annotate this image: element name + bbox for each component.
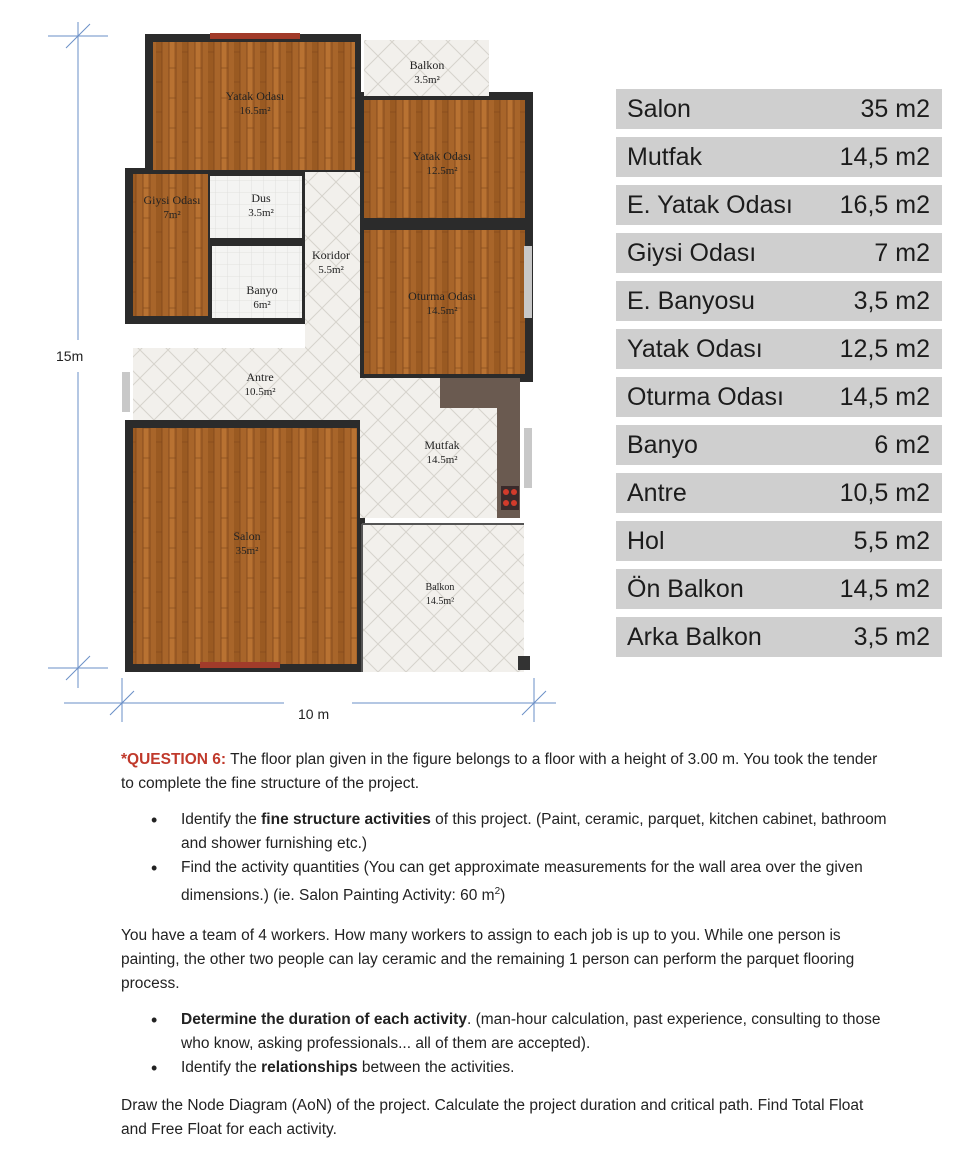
column-icon — [518, 656, 530, 670]
label-balkon-top: Balkon — [409, 58, 445, 72]
label-antre: Antre — [246, 370, 274, 384]
question-text — [121, 748, 891, 1142]
area-row-value: 5,5 m2 — [853, 526, 930, 555]
area-row-value: 7 m2 — [874, 238, 930, 267]
height-dimension-label: 15m — [56, 348, 84, 364]
label-dus: Dus — [251, 191, 271, 205]
area-balkon-top: 3.5m² — [414, 74, 440, 86]
area-row-value: 6 m2 — [874, 430, 930, 459]
bullet-list-2 — [121, 1008, 891, 1080]
bullet-quantities: • Find the activity quantities (You can get approximate measurements for the wall area over the given dimensions.) (ie. Salon Painting Activity: 60 $m^2$) — [181, 856, 891, 908]
label-giysi-odasi: Giysi Odası — [143, 193, 201, 207]
area-balkon-bottom: 14.5m² — [425, 596, 455, 607]
area-banyo: 6m² — [253, 299, 271, 311]
area-row-value: 14,5 m2 — [839, 382, 930, 411]
area-row — [616, 329, 942, 369]
window-icon — [122, 372, 130, 412]
area-row — [616, 473, 942, 513]
width-dimension-label: 10 m — [298, 706, 330, 722]
area-row-name: Giysi Odası — [627, 238, 757, 267]
area-row-name: Salon — [627, 94, 691, 123]
area-row-name: E. Yatak Odası — [627, 190, 793, 219]
window-icon — [524, 246, 532, 318]
bullet-relationships: • Identify the relationships between the activities. — [181, 1056, 891, 1080]
stove-icon — [501, 486, 519, 510]
kitchen-counter — [440, 378, 520, 408]
area-row-name: Mutfak — [627, 142, 703, 171]
area-row-value: 35 m2 — [860, 94, 930, 123]
area-row-name: Antre — [627, 478, 687, 507]
area-antre: 10.5m² — [244, 386, 276, 398]
area-row-value: 14,5 m2 — [839, 142, 930, 171]
label-banyo: Banyo — [246, 283, 278, 297]
window-icon — [200, 662, 280, 668]
bullet-fine-structure: • Identify the fine structure activities of this project. (Paint, ceramic, parquet, kitchen cabinet, bathroom and shower furnishing etc.) — [181, 808, 891, 856]
area-row — [616, 569, 942, 609]
area-table — [616, 89, 942, 665]
area-salon: 35m² — [235, 545, 259, 557]
area-row — [616, 185, 942, 225]
area-row-value: 14,5 m2 — [839, 574, 930, 603]
label-balkon-bottom: Balkon — [425, 582, 455, 593]
area-row — [616, 377, 942, 417]
area-row — [616, 281, 942, 321]
area-yatak-odasi-2: 12.5m² — [426, 165, 458, 177]
label-koridor: Koridor — [312, 248, 350, 262]
area-row-name: Hol — [627, 526, 665, 555]
area-row-name: E. Banyosu — [627, 286, 755, 315]
area-row-name: Banyo — [627, 430, 698, 459]
window-icon — [524, 428, 532, 488]
label-yatak-odasi-1: Yatak Odası — [225, 89, 285, 103]
area-row-value: 3,5 m2 — [853, 622, 930, 651]
question-heading: *QUESTION 6: — [121, 751, 227, 768]
area-row-value: 16,5 m2 — [839, 190, 930, 219]
question-intro: *QUESTION 6: The floor plan given in the figure belongs to a floor with a height of 3.00 m. You took the tender to complete the fine structure of the project. — [121, 751, 878, 792]
area-row-name: Arka Balkon — [627, 622, 762, 651]
area-mutfak: 14.5m² — [426, 454, 458, 466]
area-oturma-odasi: 14.5m² — [426, 305, 458, 317]
area-row-value: 10,5 m2 — [839, 478, 930, 507]
bullet-duration: • Determine the duration of each activity. (man-hour calculation, past experience, consulting to those who know, asking professionals... all of them are accepted). — [181, 1008, 891, 1056]
paragraph-node-diagram: Draw the Node Diagram (AoN) of the project. Calculate the project duration and critical path. Find Total Float and Free Float for each activity. — [121, 1097, 864, 1139]
area-row-value: 12,5 m2 — [839, 334, 930, 363]
area-row — [616, 89, 942, 129]
label-oturma-odasi: Oturma Odası — [408, 289, 476, 303]
area-row-name: Ön Balkon — [627, 574, 744, 603]
area-yatak-odasi-1: 16.5m² — [239, 105, 271, 117]
room-antre — [133, 348, 360, 420]
bullet-list-1 — [121, 808, 891, 908]
area-giysi-odasi: 7m² — [163, 209, 181, 221]
area-row-name: Oturma Odası — [627, 382, 784, 411]
area-row — [616, 233, 942, 273]
area-koridor: 5.5m² — [318, 264, 344, 276]
area-row — [616, 617, 942, 657]
label-salon: Salon — [233, 529, 261, 543]
label-yatak-odasi-2: Yatak Odası — [412, 149, 472, 163]
paragraph-team: You have a team of 4 workers. How many workers to assign to each job is up to you. While one person is painting, the other two people can lay ceramic and the remaining 1 person can perform the parquet flooring process. — [121, 927, 855, 993]
area-row-value: 3,5 m2 — [853, 286, 930, 315]
area-row — [616, 521, 942, 561]
area-row — [616, 425, 942, 465]
area-row-name: Yatak Odası — [627, 334, 763, 363]
area-row — [616, 137, 942, 177]
window-icon — [210, 33, 300, 39]
label-mutfak: Mutfak — [424, 438, 460, 452]
area-dus: 3.5m² — [248, 207, 274, 219]
